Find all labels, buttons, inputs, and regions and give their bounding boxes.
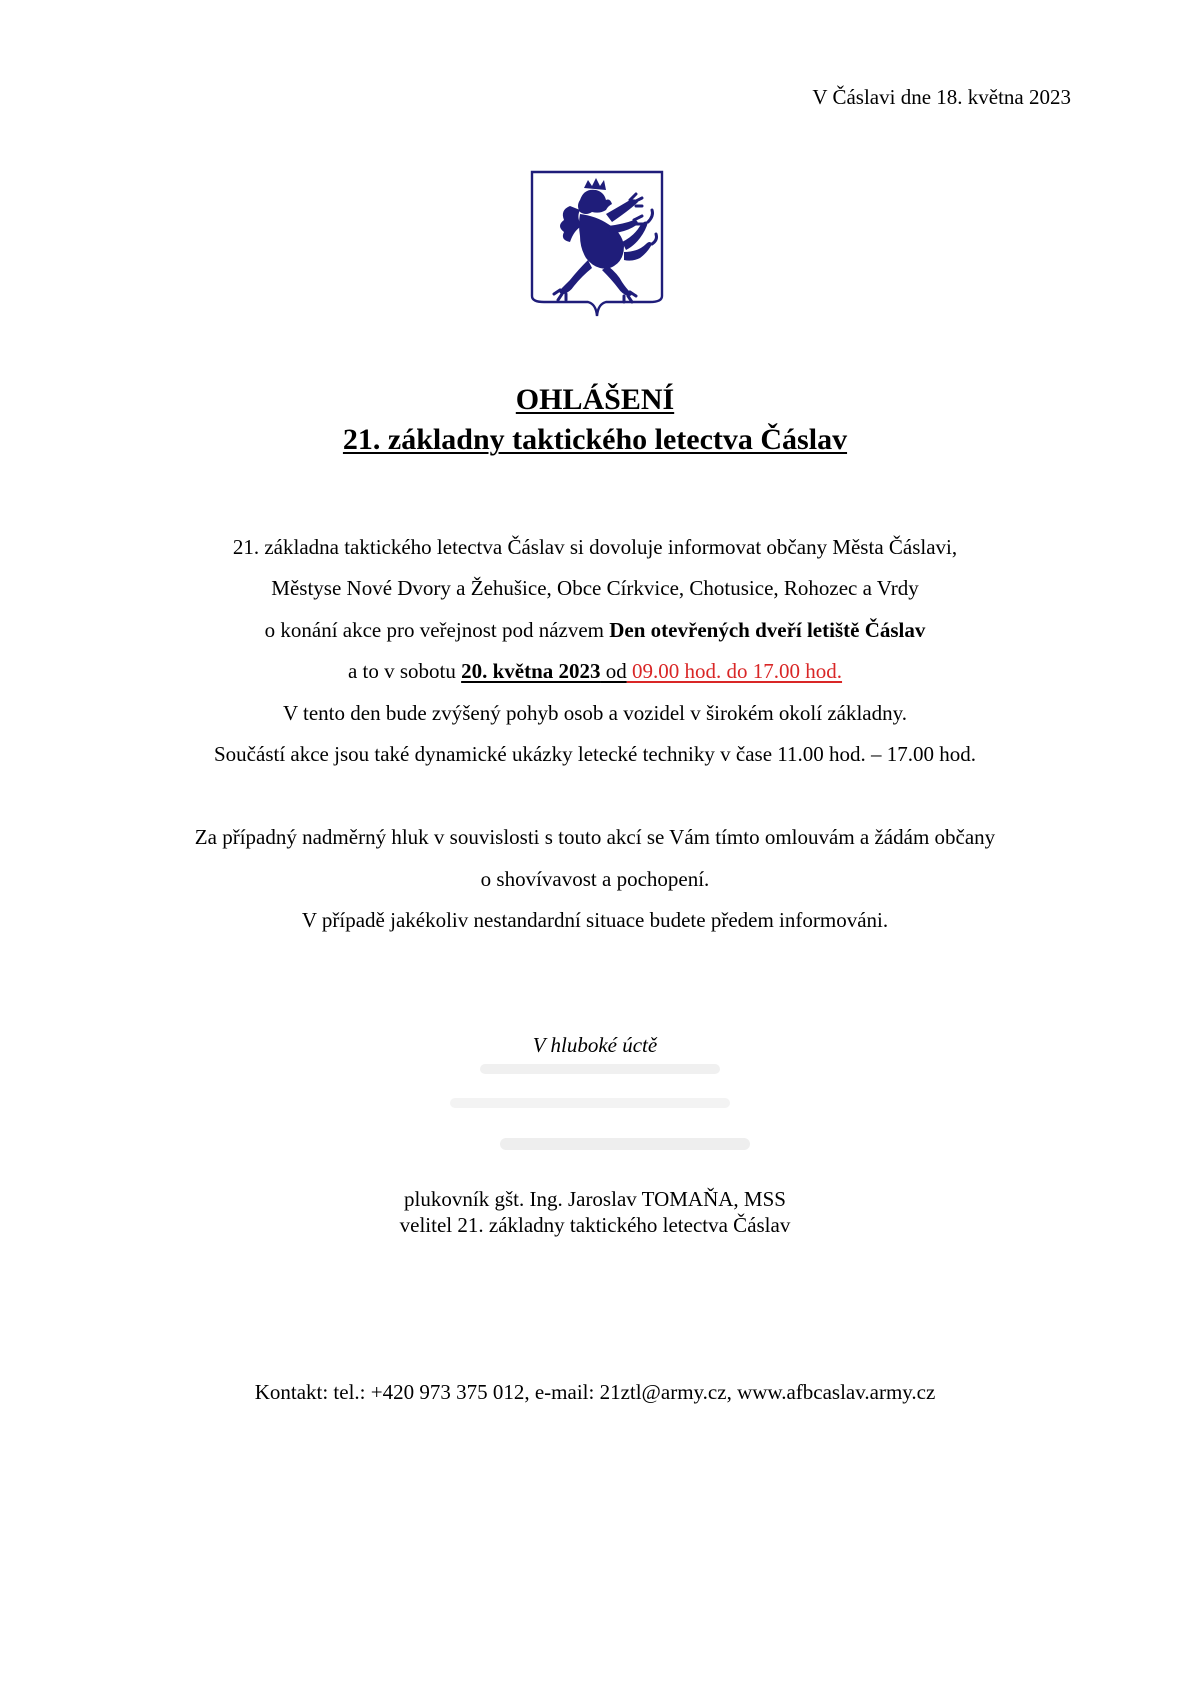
- body-line: 21. základna taktického letectva Čáslav si dovoluje informovat občany Města Čáslavi,: [232, 535, 958, 559]
- signer-name: plukovník gšt. Ing. Jaroslav TOMAŇA, MSS: [404, 1187, 786, 1211]
- event-date: 20. května 2023: [461, 659, 601, 684]
- body-line: [0, 651, 1190, 692]
- body-line: V tento den bude zvýšený pohyb osob a vozidel v širokém okolí základny.: [282, 700, 908, 725]
- closing-greeting: V hluboké úctě: [532, 1033, 658, 1057]
- event-name: Den otevřených dveří letiště Čáslav: [609, 617, 926, 642]
- date-line: V Čáslavi dne 18. května 2023: [812, 85, 1071, 109]
- czech-lion-coat-of-arms-icon: [530, 170, 664, 318]
- body-line: Za případný nadměrný hluk v souvislosti s touto akcí se Vám tímto omlouvám a žádám občany: [194, 825, 996, 850]
- body-line: Městyse Nové Dvory a Žehušice, Obce Církvice, Chotusice, Rohozec a Vrdy: [271, 576, 919, 601]
- title-line-2: 21. základny taktického letectva Čáslav: [342, 423, 848, 456]
- signer-position: velitel 21. základny taktického letectva Čáslav: [399, 1213, 791, 1237]
- body-line: Součástí akce jsou také dynamické ukázky letecké techniky v čase 11.00 hod. – 17.00 hod.: [214, 742, 976, 767]
- body-line: [0, 610, 1190, 651]
- body-line: o shovívavost a pochopení.: [480, 866, 710, 891]
- contact-line: Kontakt: tel.: +420 973 375 012, e-mail: 21ztl@army.cz, www.afbcaslav.army.cz: [254, 1380, 936, 1404]
- signer-block: [0, 1186, 1190, 1238]
- event-time: 09.00 hod. do 17.00 hod.: [626, 659, 843, 684]
- body-line-prefix: a to v sobotu: [347, 659, 462, 684]
- announcement-body: [0, 527, 1190, 942]
- announcement-title: [0, 380, 1190, 460]
- body-line: V případě jakékoliv nestandardní situace budete předem informováni.: [301, 908, 889, 933]
- body-line-prefix: o konání akce pro veřejnost pod názvem: [264, 617, 610, 642]
- event-from: od: [600, 659, 627, 684]
- signature-image: [440, 1058, 760, 1168]
- title-line-1: OHLÁŠENÍ: [515, 383, 675, 416]
